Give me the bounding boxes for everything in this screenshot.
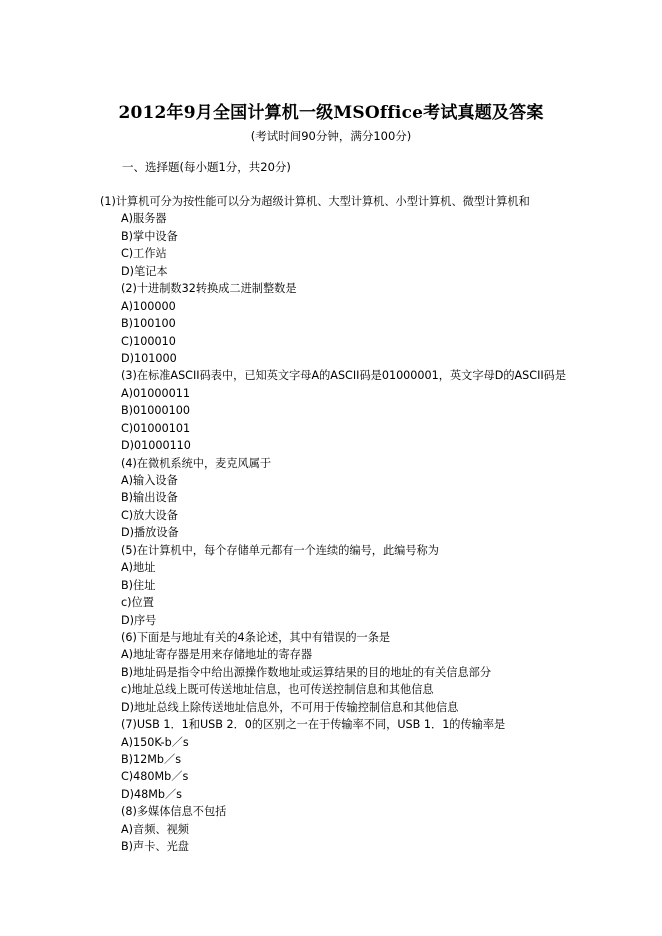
option-line: B)掌中设备 bbox=[121, 229, 178, 243]
question-list bbox=[0, 193, 662, 856]
option-line: D)地址总线上除传送地址信息外，不可用于传输控制信息和其他信息 bbox=[121, 700, 459, 714]
page-title: 2012年9月全国计算机一级MSOffice考试真题及答案 bbox=[118, 103, 544, 123]
option-line: C)工作站 bbox=[121, 247, 167, 261]
option-line: B)住址 bbox=[121, 578, 156, 592]
exam-info: (考试时间90分钟，满分100分) bbox=[250, 129, 412, 143]
option-line: C)480Mb／s bbox=[121, 770, 189, 784]
option-line: D)序号 bbox=[121, 613, 157, 627]
option-line: C)01000101 bbox=[121, 421, 191, 435]
option-line: c)地址总线上既可传送地址信息，也可传送控制信息和其他信息 bbox=[121, 683, 434, 697]
option-line: B)100100 bbox=[121, 317, 176, 331]
section-heading: 一、选择题(每小题1分，共20分) bbox=[122, 160, 291, 174]
option-line: D)播放设备 bbox=[121, 526, 179, 540]
option-line: A)100000 bbox=[121, 299, 176, 313]
option-line: D)101000 bbox=[121, 351, 177, 365]
option-line: D)01000110 bbox=[121, 439, 191, 453]
question-line: (8)多媒体信息不包括 bbox=[121, 805, 227, 819]
option-line: B)地址码是指令中给出源操作数地址或运算结果的目的地址的有关信息部分 bbox=[121, 665, 492, 679]
option-line: A)地址寄存器是用来存储地址的寄存器 bbox=[121, 648, 313, 662]
question-line: (7)USB 1．1和USB 2．0的区别之一在于传输率不同，USB 1．1的传输率是 bbox=[121, 718, 506, 732]
option-line: A)地址 bbox=[121, 561, 156, 575]
option-line: B)输出设备 bbox=[121, 491, 178, 505]
option-line: B)声卡、光盘 bbox=[121, 840, 189, 854]
option-line: A)服务器 bbox=[121, 212, 167, 226]
question-line: (5)在计算机中，每个存储单元都有一个连续的编号，此编号称为 bbox=[121, 543, 439, 557]
option-line: D)48Mb／s bbox=[121, 787, 182, 801]
question-line: (4)在微机系统中，麦克风属于 bbox=[121, 456, 272, 470]
question-line: (1)计算机可分为按性能可以分为超级计算机、大型计算机、小型计算机、微型计算机和 bbox=[100, 195, 530, 208]
option-line: C)放大设备 bbox=[121, 508, 178, 522]
option-line: C)100010 bbox=[121, 334, 176, 348]
option-line: A)音频、视频 bbox=[121, 822, 189, 836]
option-line: c)位置 bbox=[121, 596, 154, 610]
option-line: A)01000011 bbox=[121, 386, 190, 400]
option-line: B)01000100 bbox=[121, 404, 190, 418]
option-line: B)12Mb／s bbox=[121, 753, 182, 766]
question-line: (3)在标准ASCII码表中，已知英文字母A的ASCII码是01000001，英文字母D的ASCII码是 bbox=[121, 369, 567, 383]
question-line: (6)下面是与地址有关的4条论述，其中有错误的一条是 bbox=[121, 630, 391, 644]
option-line: A)输入设备 bbox=[121, 474, 178, 487]
question-line: (2)十进制数32转换成二进制整数是 bbox=[121, 282, 297, 296]
option-line: A)150K-b／s bbox=[121, 735, 189, 749]
option-line: D)笔记本 bbox=[121, 264, 168, 278]
